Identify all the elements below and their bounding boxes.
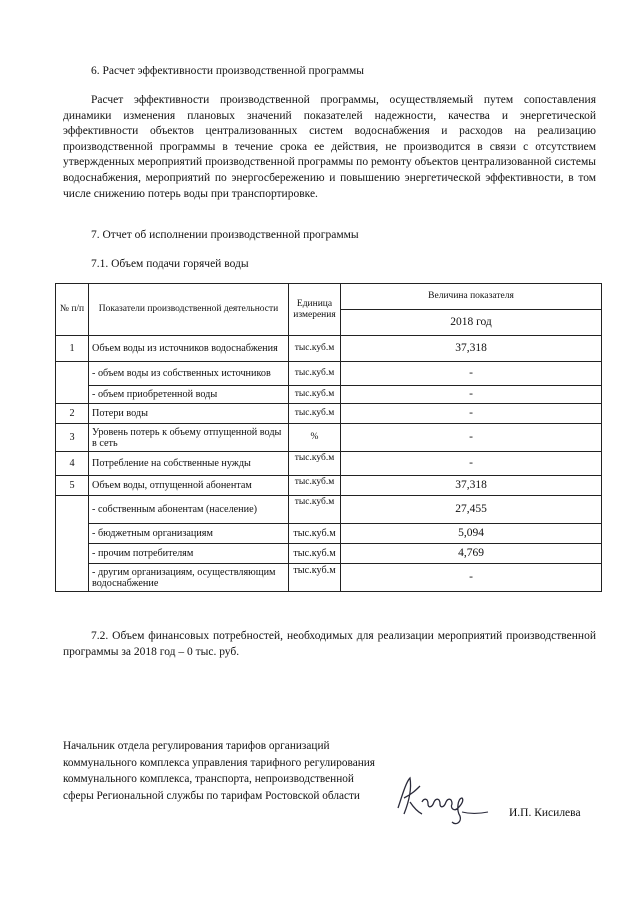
table-row bbox=[56, 452, 602, 476]
section-6-paragraph: Расчет эффективности производственной программы, осуществляемый путем сопоставления динамики изменения плановых значений показателей надежности, качества и энергетической эффективности объектов централизованных систем водоснабжения и расходов на реализацию производственной программы в течение срока ее действия, не производится в связи с отсутствием утвержденных мероприятий производственной программы по ремонту объектов централизованной системы водоснабжения, мероприятий по энергосбережению и повышению энергетической эффективности, в том числе снижению потерь воды при транспортировке. bbox=[63, 94, 596, 200]
row-indicator: - бюджетным организациям bbox=[89, 524, 289, 544]
header-unit: Единица измерения bbox=[289, 284, 341, 336]
handwritten-signature bbox=[392, 768, 492, 828]
row-unit: тыс.куб.м bbox=[289, 386, 341, 404]
row-indicator: Объем воды из источников водоснабжения bbox=[89, 336, 289, 362]
row-value: - bbox=[341, 452, 602, 476]
row-value: - bbox=[341, 386, 602, 404]
table-row bbox=[56, 496, 602, 524]
row-value: - bbox=[341, 424, 602, 452]
table-row bbox=[56, 424, 602, 452]
row-unit: тыс.куб.м bbox=[289, 452, 341, 476]
header-value-group: Величина показателя bbox=[341, 284, 602, 310]
row-no bbox=[56, 362, 89, 404]
table-row bbox=[56, 386, 602, 404]
row-value: - bbox=[341, 362, 602, 386]
table-row bbox=[56, 524, 602, 544]
row-value: 5,094 bbox=[341, 524, 602, 544]
table-row bbox=[56, 362, 602, 386]
row-value: 37,318 bbox=[341, 336, 602, 362]
row-unit: тыс.куб.м bbox=[289, 336, 341, 362]
row-indicator: - объем воды из собственных источников bbox=[89, 362, 289, 386]
row-unit: тыс.куб.м bbox=[289, 564, 341, 592]
table-row bbox=[56, 476, 602, 496]
section-7-1-heading: 7.1. Объем подачи горячей воды bbox=[91, 258, 249, 270]
row-indicator: - объем приобретенной воды bbox=[89, 386, 289, 404]
header-no: № п/п bbox=[56, 284, 89, 336]
section-7-heading: 7. Отчет об исполнении производственной программы bbox=[91, 229, 359, 241]
row-value: - bbox=[341, 564, 602, 592]
section-7-2-paragraph: 7.2. Объем финансовых потребностей, необходимых для реализации мероприятий производственной программы за 2018 год – 0 тыс. руб. bbox=[63, 630, 596, 658]
row-unit: тыс.куб.м bbox=[289, 476, 341, 496]
row-indicator: - другим организациям, осуществляющим водоснабжение bbox=[89, 564, 289, 592]
row-indicator: - прочим потребителям bbox=[89, 544, 289, 564]
table-row bbox=[56, 404, 602, 424]
row-indicator: Потери воды bbox=[89, 404, 289, 424]
row-unit: тыс.куб.м bbox=[289, 524, 341, 544]
row-no: 5 bbox=[56, 476, 89, 496]
row-unit: тыс.куб.м bbox=[289, 362, 341, 386]
row-no: 1 bbox=[56, 336, 89, 362]
signatory-name: И.П. Кисилева bbox=[509, 807, 581, 819]
row-no bbox=[56, 496, 89, 592]
row-no: 4 bbox=[56, 452, 89, 476]
table-row bbox=[56, 544, 602, 564]
table-row bbox=[56, 336, 602, 362]
row-no: 2 bbox=[56, 404, 89, 424]
row-unit: тыс.куб.м bbox=[289, 496, 341, 524]
row-value: 4,769 bbox=[341, 544, 602, 564]
signatory-position: Начальник отдела регулирования тарифов организаций коммунального комплекса управления тарифного регулирования коммунального комплекса, транспорта, непроизводственной сферы Региональной службы по тарифам Ростовской области bbox=[63, 740, 375, 802]
row-value: - bbox=[341, 404, 602, 424]
row-unit: тыс.куб.м bbox=[289, 404, 341, 424]
header-indicator: Показатели производственной деятельности bbox=[89, 284, 289, 336]
hot-water-supply-table bbox=[55, 283, 602, 592]
row-no: 3 bbox=[56, 424, 89, 452]
row-indicator: Объем воды, отпущенной абонентам bbox=[89, 476, 289, 496]
header-year: 2018 год bbox=[341, 310, 602, 336]
section-6-heading: 6. Расчет эффективности производственной программы bbox=[91, 65, 365, 77]
row-unit: % bbox=[289, 424, 341, 452]
row-value: 37,318 bbox=[341, 476, 602, 496]
row-indicator: - собственным абонентам (население) bbox=[89, 496, 289, 524]
row-unit: тыс.куб.м bbox=[289, 544, 341, 564]
row-indicator: Уровень потерь к объему отпущенной воды в сеть bbox=[89, 424, 289, 452]
row-value: 27,455 bbox=[341, 496, 602, 524]
row-indicator: Потребление на собственные нужды bbox=[89, 452, 289, 476]
table-row bbox=[56, 564, 602, 592]
